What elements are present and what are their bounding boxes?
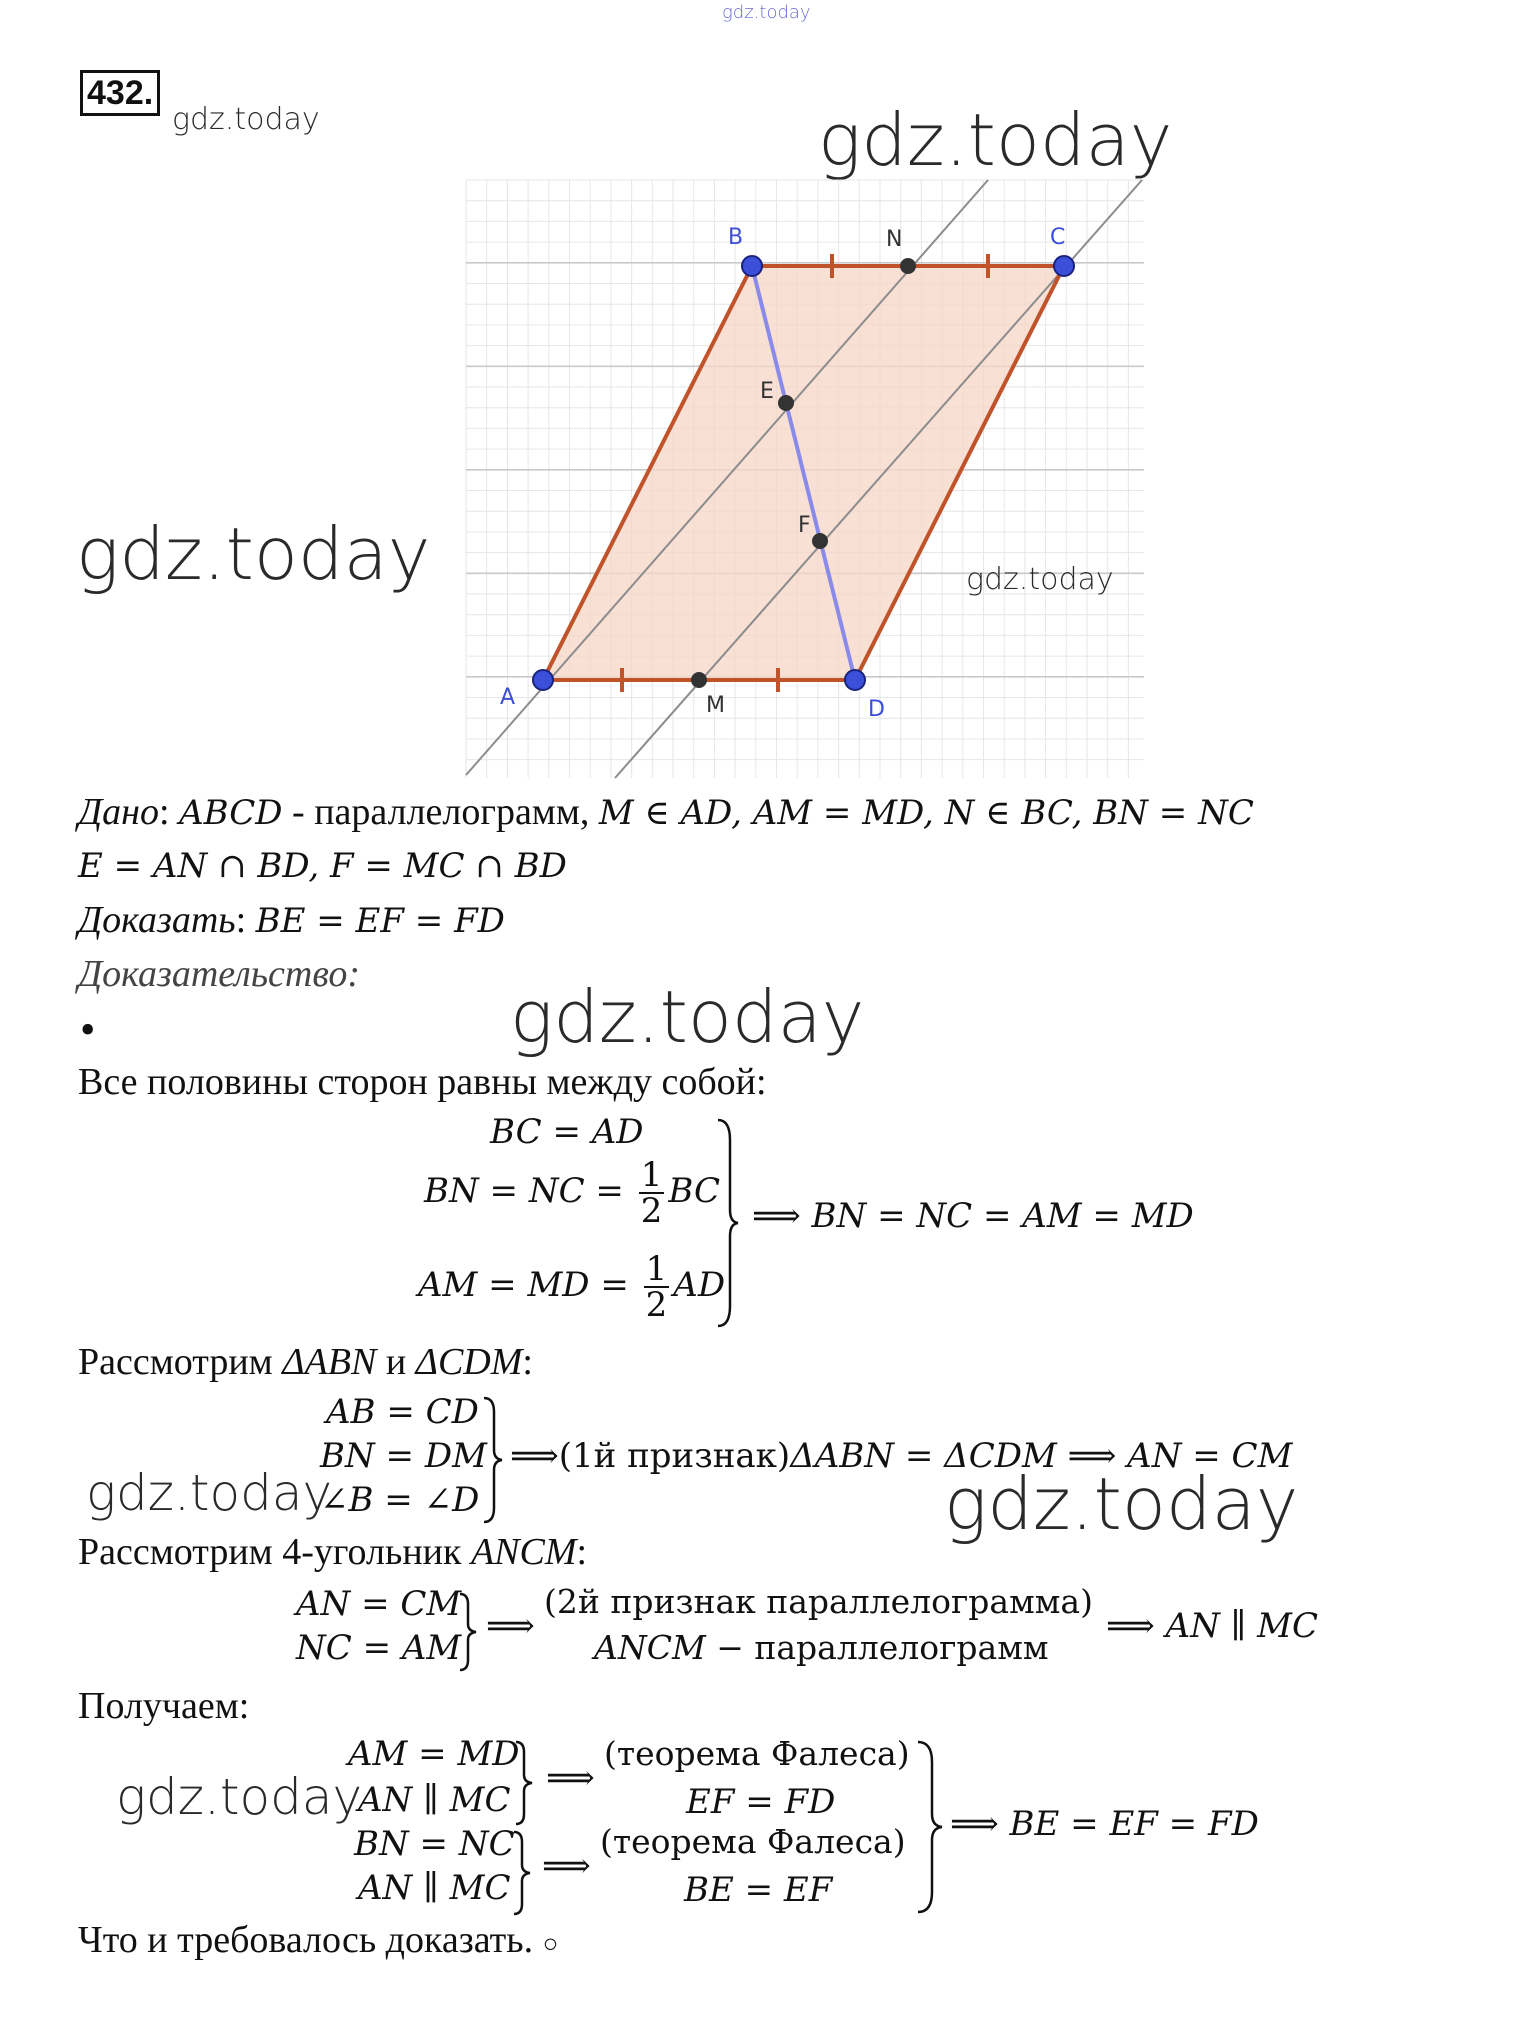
geometry-figure bbox=[460, 175, 1160, 780]
step4-g1-eq2: AN ∥ MC bbox=[358, 1780, 511, 1820]
end-mark: ○ bbox=[542, 1929, 559, 1958]
watermark-top: gdz.today bbox=[722, 2, 811, 23]
step2-reason: (1й признак) bbox=[558, 1436, 791, 1476]
conclusion-line bbox=[78, 1918, 558, 1962]
step1-intro: Все половины сторон равны между собой: bbox=[78, 1061, 767, 1103]
step3-brace bbox=[456, 1592, 478, 1672]
label-n: N bbox=[886, 227, 903, 252]
point-e bbox=[778, 395, 794, 411]
step4-g2-eq2: AN ∥ MC bbox=[358, 1868, 511, 1908]
step4-g2-reason: (теорема Фалеса) bbox=[600, 1822, 906, 1861]
fraction-half bbox=[644, 1249, 670, 1325]
label-f: F bbox=[798, 513, 811, 538]
step3-eq2: NC = AM bbox=[296, 1628, 462, 1668]
point-d bbox=[845, 670, 865, 690]
watermark-right-mid: gdz.today bbox=[944, 1462, 1299, 1546]
label-c: C bbox=[1050, 225, 1066, 250]
prove-line: Доказать: BE = EF = FD bbox=[78, 899, 505, 941]
given-line-1: Дано: ABCD - параллелограмм, M ∈ AD, AM = MD, N ∈ BC, BN = NC bbox=[78, 791, 1254, 833]
watermark-small: gdz.today bbox=[172, 102, 320, 137]
step4-g1-eq1: AM = MD bbox=[348, 1734, 520, 1774]
step3-reason1: (2й признак параллелограмма) bbox=[544, 1582, 1093, 1621]
fraction-num: 1 bbox=[645, 1249, 668, 1289]
conclusion-text: Что и требовалось доказать. bbox=[78, 1919, 534, 1961]
step4-g2-result: BE = EF bbox=[684, 1870, 833, 1910]
step4-g1-reason: (теорема Фалеса) bbox=[604, 1734, 910, 1773]
step1-eq2-left: BN = NC = bbox=[424, 1171, 635, 1211]
step2-brace bbox=[480, 1396, 504, 1526]
prove-statement: BE = EF = FD bbox=[255, 901, 505, 941]
step4-g2-arrow: ⟹ bbox=[542, 1846, 591, 1886]
step2-intro-a: Рассмотрим bbox=[78, 1341, 283, 1383]
prove-label: Доказать bbox=[78, 899, 236, 941]
step3-arrow: ⟹ bbox=[486, 1606, 535, 1646]
fraction-den: 2 bbox=[640, 1191, 663, 1231]
step3-intro-a: Рассмотрим 4-угольник bbox=[78, 1531, 471, 1573]
step3-reason2-a: ANCM bbox=[594, 1628, 706, 1667]
point-m bbox=[691, 672, 707, 688]
fraction-num: 1 bbox=[640, 1155, 663, 1195]
step4-g1-result: EF = FD bbox=[686, 1782, 836, 1822]
problem-number: 432. bbox=[80, 70, 160, 116]
step2-eq2: BN = DM bbox=[320, 1436, 487, 1476]
step3-reason2-b: − параллелограмм bbox=[705, 1628, 1049, 1667]
step1-brace bbox=[714, 1118, 740, 1328]
step3-intro bbox=[78, 1530, 587, 1574]
given-conditions: M ∈ AD, AM = MD, N ∈ BC, BN = NC bbox=[598, 793, 1254, 833]
step2-result-line bbox=[510, 1436, 1292, 1476]
watermark-left-mid: gdz.today bbox=[86, 1464, 333, 1522]
step4-g1-brace bbox=[512, 1740, 534, 1826]
proof-label: Доказательство bbox=[78, 953, 348, 995]
step2-intro bbox=[78, 1340, 533, 1384]
step4-final: ⟹ BE = EF = FD bbox=[950, 1804, 1259, 1844]
step2-intro-d: ΔCDM bbox=[415, 1341, 523, 1383]
label-b: B bbox=[728, 225, 744, 250]
point-a bbox=[533, 670, 553, 690]
point-n bbox=[900, 258, 916, 274]
step4-intro: Получаем: bbox=[78, 1685, 250, 1727]
step3-result: ⟹ AN ∥ MC bbox=[1106, 1606, 1319, 1646]
step2-eq3: ∠B = ∠D bbox=[320, 1480, 480, 1520]
step4-g2-eq1: BN = NC bbox=[354, 1824, 515, 1864]
label-e: E bbox=[760, 379, 774, 404]
watermark-large-top: gdz.today bbox=[818, 98, 1173, 182]
watermark-left-lower: gdz.today bbox=[116, 1768, 363, 1826]
step3-intro-b: ANCM bbox=[470, 1531, 577, 1573]
step1-eq3 bbox=[418, 1249, 726, 1325]
given-label: Дано bbox=[78, 791, 160, 833]
bullet: • bbox=[80, 1005, 96, 1054]
step4-g2-brace bbox=[510, 1830, 532, 1916]
step2-arrow: ⟹ bbox=[510, 1436, 559, 1476]
fraction-half bbox=[639, 1155, 665, 1231]
step3-intro-c: : bbox=[576, 1531, 588, 1573]
label-d: D bbox=[868, 697, 885, 722]
step2-intro-c: и bbox=[376, 1341, 416, 1383]
step1-eq3-left: AM = MD = bbox=[418, 1265, 640, 1305]
step2-result: ΔABN = ΔCDM ⟹ AN = CM bbox=[790, 1436, 1293, 1476]
given-text: - параллелограмм, bbox=[282, 791, 599, 833]
watermark-large-left: gdz.today bbox=[76, 512, 431, 596]
step1-eq3-right: AD bbox=[673, 1265, 726, 1305]
watermark-figure: gdz.today bbox=[966, 562, 1114, 597]
step4-g1-arrow: ⟹ bbox=[546, 1758, 595, 1798]
step3-reason2 bbox=[594, 1628, 1049, 1667]
step2-intro-b: ΔABN bbox=[282, 1341, 377, 1383]
step3-eq1: AN = CM bbox=[296, 1584, 462, 1624]
point-f bbox=[812, 533, 828, 549]
given-figure-name: ABCD bbox=[179, 793, 283, 833]
fraction-den: 2 bbox=[645, 1285, 668, 1325]
step1-eq2 bbox=[424, 1155, 720, 1231]
point-c bbox=[1054, 256, 1074, 276]
step1-result: ⟹ BN = NC = AM = MD bbox=[752, 1196, 1194, 1236]
step1-eq2-right: BC bbox=[668, 1171, 720, 1211]
label-m: M bbox=[706, 693, 725, 718]
label-a: A bbox=[500, 685, 516, 710]
proof-label-line: Доказательство: bbox=[78, 953, 361, 995]
step2-eq1: AB = CD bbox=[326, 1392, 479, 1432]
step4-big-brace bbox=[914, 1740, 944, 1914]
given-line-2: E = AN ∩ BD, F = MC ∩ BD bbox=[78, 846, 567, 886]
point-b bbox=[742, 256, 762, 276]
step2-intro-e: : bbox=[522, 1341, 533, 1383]
watermark-middle: gdz.today bbox=[510, 975, 865, 1059]
step1-eq1: BC = AD bbox=[490, 1112, 644, 1152]
